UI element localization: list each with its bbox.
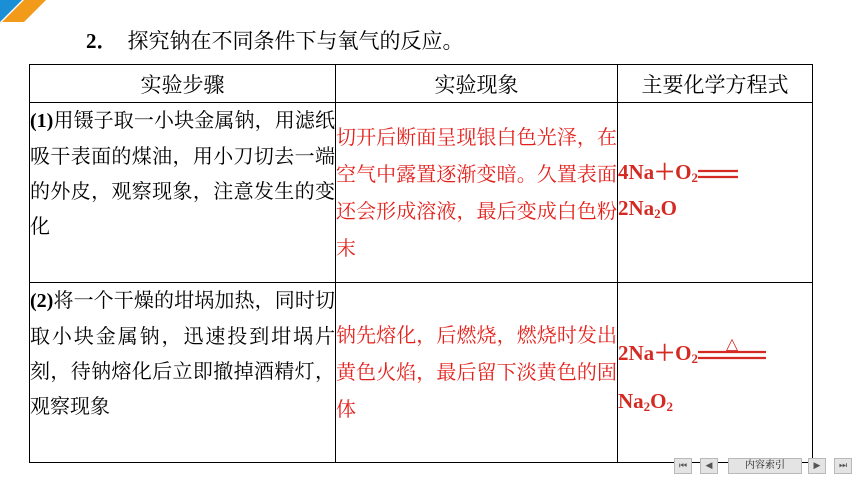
corner-decoration bbox=[0, 0, 60, 30]
step-number: (2) bbox=[30, 290, 54, 312]
equation-products: $Na_2O_2$ bbox=[618, 388, 674, 414]
header-phenomena: 实验现象 bbox=[336, 65, 618, 103]
phenomenon-cell: 钠先熔化，后燃烧，燃烧时发出黄色火焰，最后留下淡黄色的固体 bbox=[336, 283, 618, 463]
equation-products: $2Na_2O$ bbox=[618, 195, 678, 221]
content-index-button[interactable]: 内容索引 bbox=[728, 458, 802, 474]
equation-cell bbox=[618, 103, 813, 283]
heating-equals-sign bbox=[698, 333, 766, 361]
last-page-button[interactable]: ⏭ bbox=[834, 458, 852, 474]
heat-symbol: △ bbox=[725, 333, 739, 353]
section-heading bbox=[86, 28, 464, 54]
equation-cell bbox=[618, 283, 813, 463]
equals-sign bbox=[698, 168, 738, 180]
experiment-table bbox=[29, 64, 813, 463]
heading-number: 2． bbox=[86, 29, 118, 53]
step-text: 用镊子取一小块金属钠，用滤纸吸干表面的煤油，用小刀切去一端的外皮，观察现象，注意发生的变化 bbox=[30, 108, 335, 238]
step-text: 将一个干燥的坩埚加热，同时切取小块金属钠，迅速投到坩埚片刻，待钠熔化后立即撤掉酒精灯，观察现象 bbox=[30, 288, 335, 418]
table-row bbox=[30, 283, 813, 463]
step-cell bbox=[30, 283, 336, 463]
table-row bbox=[30, 103, 813, 283]
heading-text: 探究钠在不同条件下与氧气的反应。 bbox=[127, 29, 464, 53]
step-number: (1) bbox=[30, 110, 54, 132]
next-page-button[interactable]: ▶ bbox=[808, 458, 826, 474]
table-header-row bbox=[30, 65, 813, 103]
equation-reactants: $2Na+O_2$ △ bbox=[618, 338, 812, 374]
step-cell bbox=[30, 103, 336, 283]
phenomenon-cell: 切开后断面呈现银白色光泽，在空气中露置逐渐变暗。久置表面还会形成溶液，最后变成白色粉末 bbox=[336, 103, 618, 283]
equation-reactants: $4Na+O_2$ bbox=[618, 157, 812, 193]
first-page-button[interactable]: ⏮ bbox=[674, 458, 692, 474]
header-steps: 实验步骤 bbox=[30, 65, 336, 103]
header-equation: 主要化学方程式 bbox=[618, 65, 813, 103]
previous-page-button[interactable]: ◀ bbox=[700, 458, 718, 474]
